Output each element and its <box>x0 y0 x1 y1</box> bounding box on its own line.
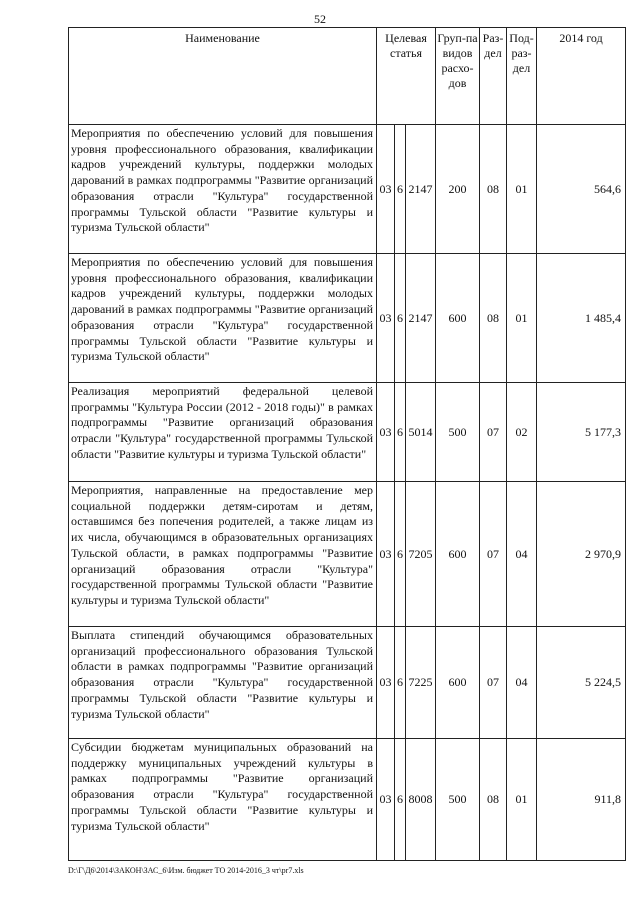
row-section: 07 <box>480 383 507 482</box>
row-target-program: 03 <box>377 383 395 482</box>
header-row <box>69 28 626 125</box>
row-section: 07 <box>480 627 507 739</box>
row-subsection: 01 <box>507 125 537 254</box>
table-row <box>69 482 626 627</box>
row-name: Выплата стипендий обучающимся образовательных организаций профессионального образования Тульской области в рамках подпрограммы "Развитие организаций образования отрасли "Культура" государственной программы Тульской области "Развитие культуры и туризма Тульской области" <box>69 627 377 739</box>
page-number: 52 <box>314 12 326 26</box>
header-group: Груп-па видов расхо-дов <box>436 28 480 125</box>
row-amount: 5 224,5 <box>537 627 626 739</box>
row-target-code: 7225 <box>406 627 436 739</box>
row-name: Субсидии бюджетам муниципальных образований на поддержку муниципальных учреждений культуры в рамках подпрограммы "Развитие организаций образования отрасли "Культура" государственной программы Тульской области "Развитие культуры и туризма Тульской области" <box>69 739 377 861</box>
row-section: 08 <box>480 254 507 383</box>
row-amount: 5 177,3 <box>537 383 626 482</box>
row-group: 500 <box>436 383 480 482</box>
row-target-subprogram: 6 <box>395 383 406 482</box>
row-section: 08 <box>480 125 507 254</box>
row-section: 08 <box>480 739 507 861</box>
table-row <box>69 627 626 739</box>
row-target-program: 03 <box>377 627 395 739</box>
header-name: Наименование <box>69 28 377 125</box>
row-section: 07 <box>480 482 507 627</box>
row-target-code: 5014 <box>406 383 436 482</box>
row-group: 500 <box>436 739 480 861</box>
header-target: Целевая статья <box>377 28 436 125</box>
row-subsection: 02 <box>507 383 537 482</box>
row-target-subprogram: 6 <box>395 627 406 739</box>
budget-table <box>68 27 626 861</box>
row-subsection: 01 <box>507 739 537 861</box>
row-subsection: 04 <box>507 482 537 627</box>
row-target-program: 03 <box>377 125 395 254</box>
row-group: 600 <box>436 482 480 627</box>
table-row <box>69 383 626 482</box>
row-target-subprogram: 6 <box>395 739 406 861</box>
row-name: Мероприятия по обеспечению условий для повышения уровня профессионального образования, квалификации кадров учреждений культуры, поддержки молодых дарований в рамках подпрограммы "Развитие организаций образования отрасли "Культура" государственной программы Тульской области "Развитие культуры и туризма Тульской области" <box>69 254 377 383</box>
row-group: 600 <box>436 627 480 739</box>
table-row <box>69 739 626 861</box>
row-group: 200 <box>436 125 480 254</box>
row-target-code: 2147 <box>406 125 436 254</box>
header-section: Раз-дел <box>480 28 507 125</box>
row-group: 600 <box>436 254 480 383</box>
row-name: Реализация мероприятий федеральной целевой программы "Культура России (2012 - 2018 годы)" в рамках подпрограммы "Развитие организаций образования отрасли "Культура" государственной программы Тульской области "Развитие культуры и туризма Тульской области" <box>69 383 377 482</box>
row-target-subprogram: 6 <box>395 254 406 383</box>
row-name: Мероприятия по обеспечению условий для повышения уровня профессионального образования, квалификации кадров учреждений культуры, поддержки молодых дарований в рамках подпрограммы "Развитие организаций образования отрасли "Культура" государственной программы Тульской области "Развитие культуры и туризма Тульской области" <box>69 125 377 254</box>
row-target-subprogram: 6 <box>395 482 406 627</box>
row-name: Мероприятия, направленные на предоставление мер социальной поддержки детям-сиротам и детям, оставшимся без попечения родителей, а также лицам из их числа, обучающимся в образовательных организациях Тульской области, в рамках подпрограммы "Развитие организаций образования отрасли "Культура" государственной программы Тульской области "Развитие культуры и туризма Тульской области" <box>69 482 377 627</box>
row-target-program: 03 <box>377 739 395 861</box>
row-amount: 564,6 <box>537 125 626 254</box>
file-path-footer: D:\Г\Д6\2014\ЗАКОН\ЗАС_6\Изм. бюджет ТО 2014-2016_3 чт\pr7.xls <box>68 866 304 875</box>
row-subsection: 04 <box>507 627 537 739</box>
table-row <box>69 254 626 383</box>
row-target-subprogram: 6 <box>395 125 406 254</box>
row-subsection: 01 <box>507 254 537 383</box>
header-year: 2014 год <box>537 28 626 125</box>
row-target-code: 2147 <box>406 254 436 383</box>
row-target-program: 03 <box>377 482 395 627</box>
row-target-program: 03 <box>377 254 395 383</box>
header-subsection: Под-раз-дел <box>507 28 537 125</box>
table-row <box>69 125 626 254</box>
row-amount: 1 485,4 <box>537 254 626 383</box>
row-amount: 911,8 <box>537 739 626 861</box>
row-amount: 2 970,9 <box>537 482 626 627</box>
row-target-code: 8008 <box>406 739 436 861</box>
row-target-code: 7205 <box>406 482 436 627</box>
